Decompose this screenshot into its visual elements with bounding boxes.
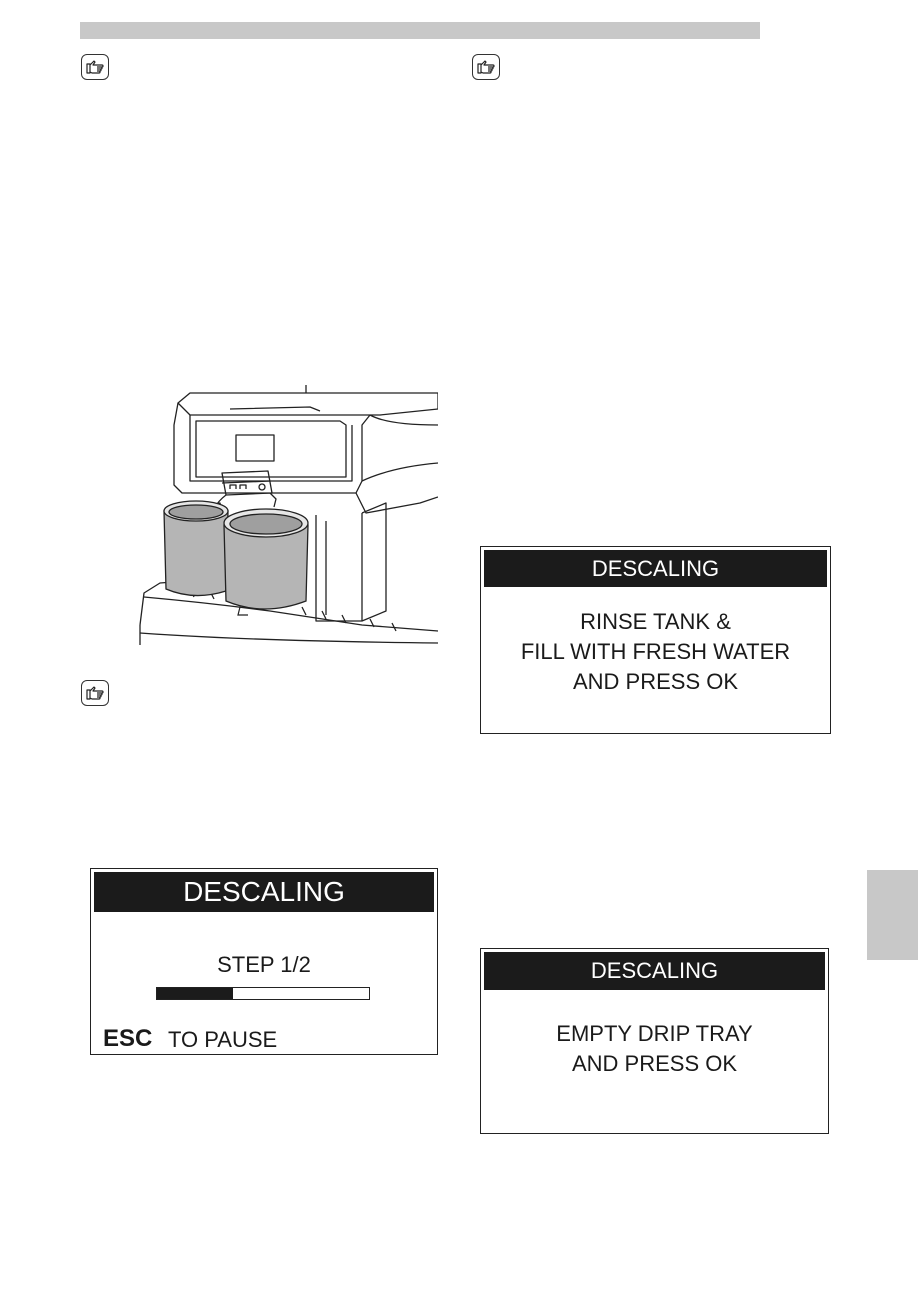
esc-action-label: TO PAUSE [168,1027,278,1052]
message-line: AND PRESS OK [572,669,739,694]
pointing-hand-icon [472,54,500,80]
message-line: EMPTY DRIP TRAY [556,1021,753,1046]
message-line: AND PRESS OK [571,1051,738,1076]
esc-key-label: ESC [103,1025,153,1052]
message-line: RINSE TANK & [580,609,731,634]
step-indicator: STEP 1/2 [217,952,311,977]
display-rinse-tank [480,546,831,734]
display-title: DESCALING [94,872,434,912]
display-descaling-progress [90,868,438,1055]
display-message [481,1019,828,1079]
pointing-hand-icon [81,54,109,80]
progress-bar [156,987,370,1000]
header-bar [80,22,760,39]
display-empty-drip-tray [480,948,829,1134]
display-message [481,607,830,697]
progress-fill [157,988,233,999]
pointing-hand-icon [81,680,109,706]
display-title: DESCALING [484,550,827,587]
coffee-machine-illustration [130,385,438,645]
display-title: DESCALING [484,952,825,990]
message-line: FILL WITH FRESH WATER [520,639,791,664]
section-tab [867,870,918,960]
